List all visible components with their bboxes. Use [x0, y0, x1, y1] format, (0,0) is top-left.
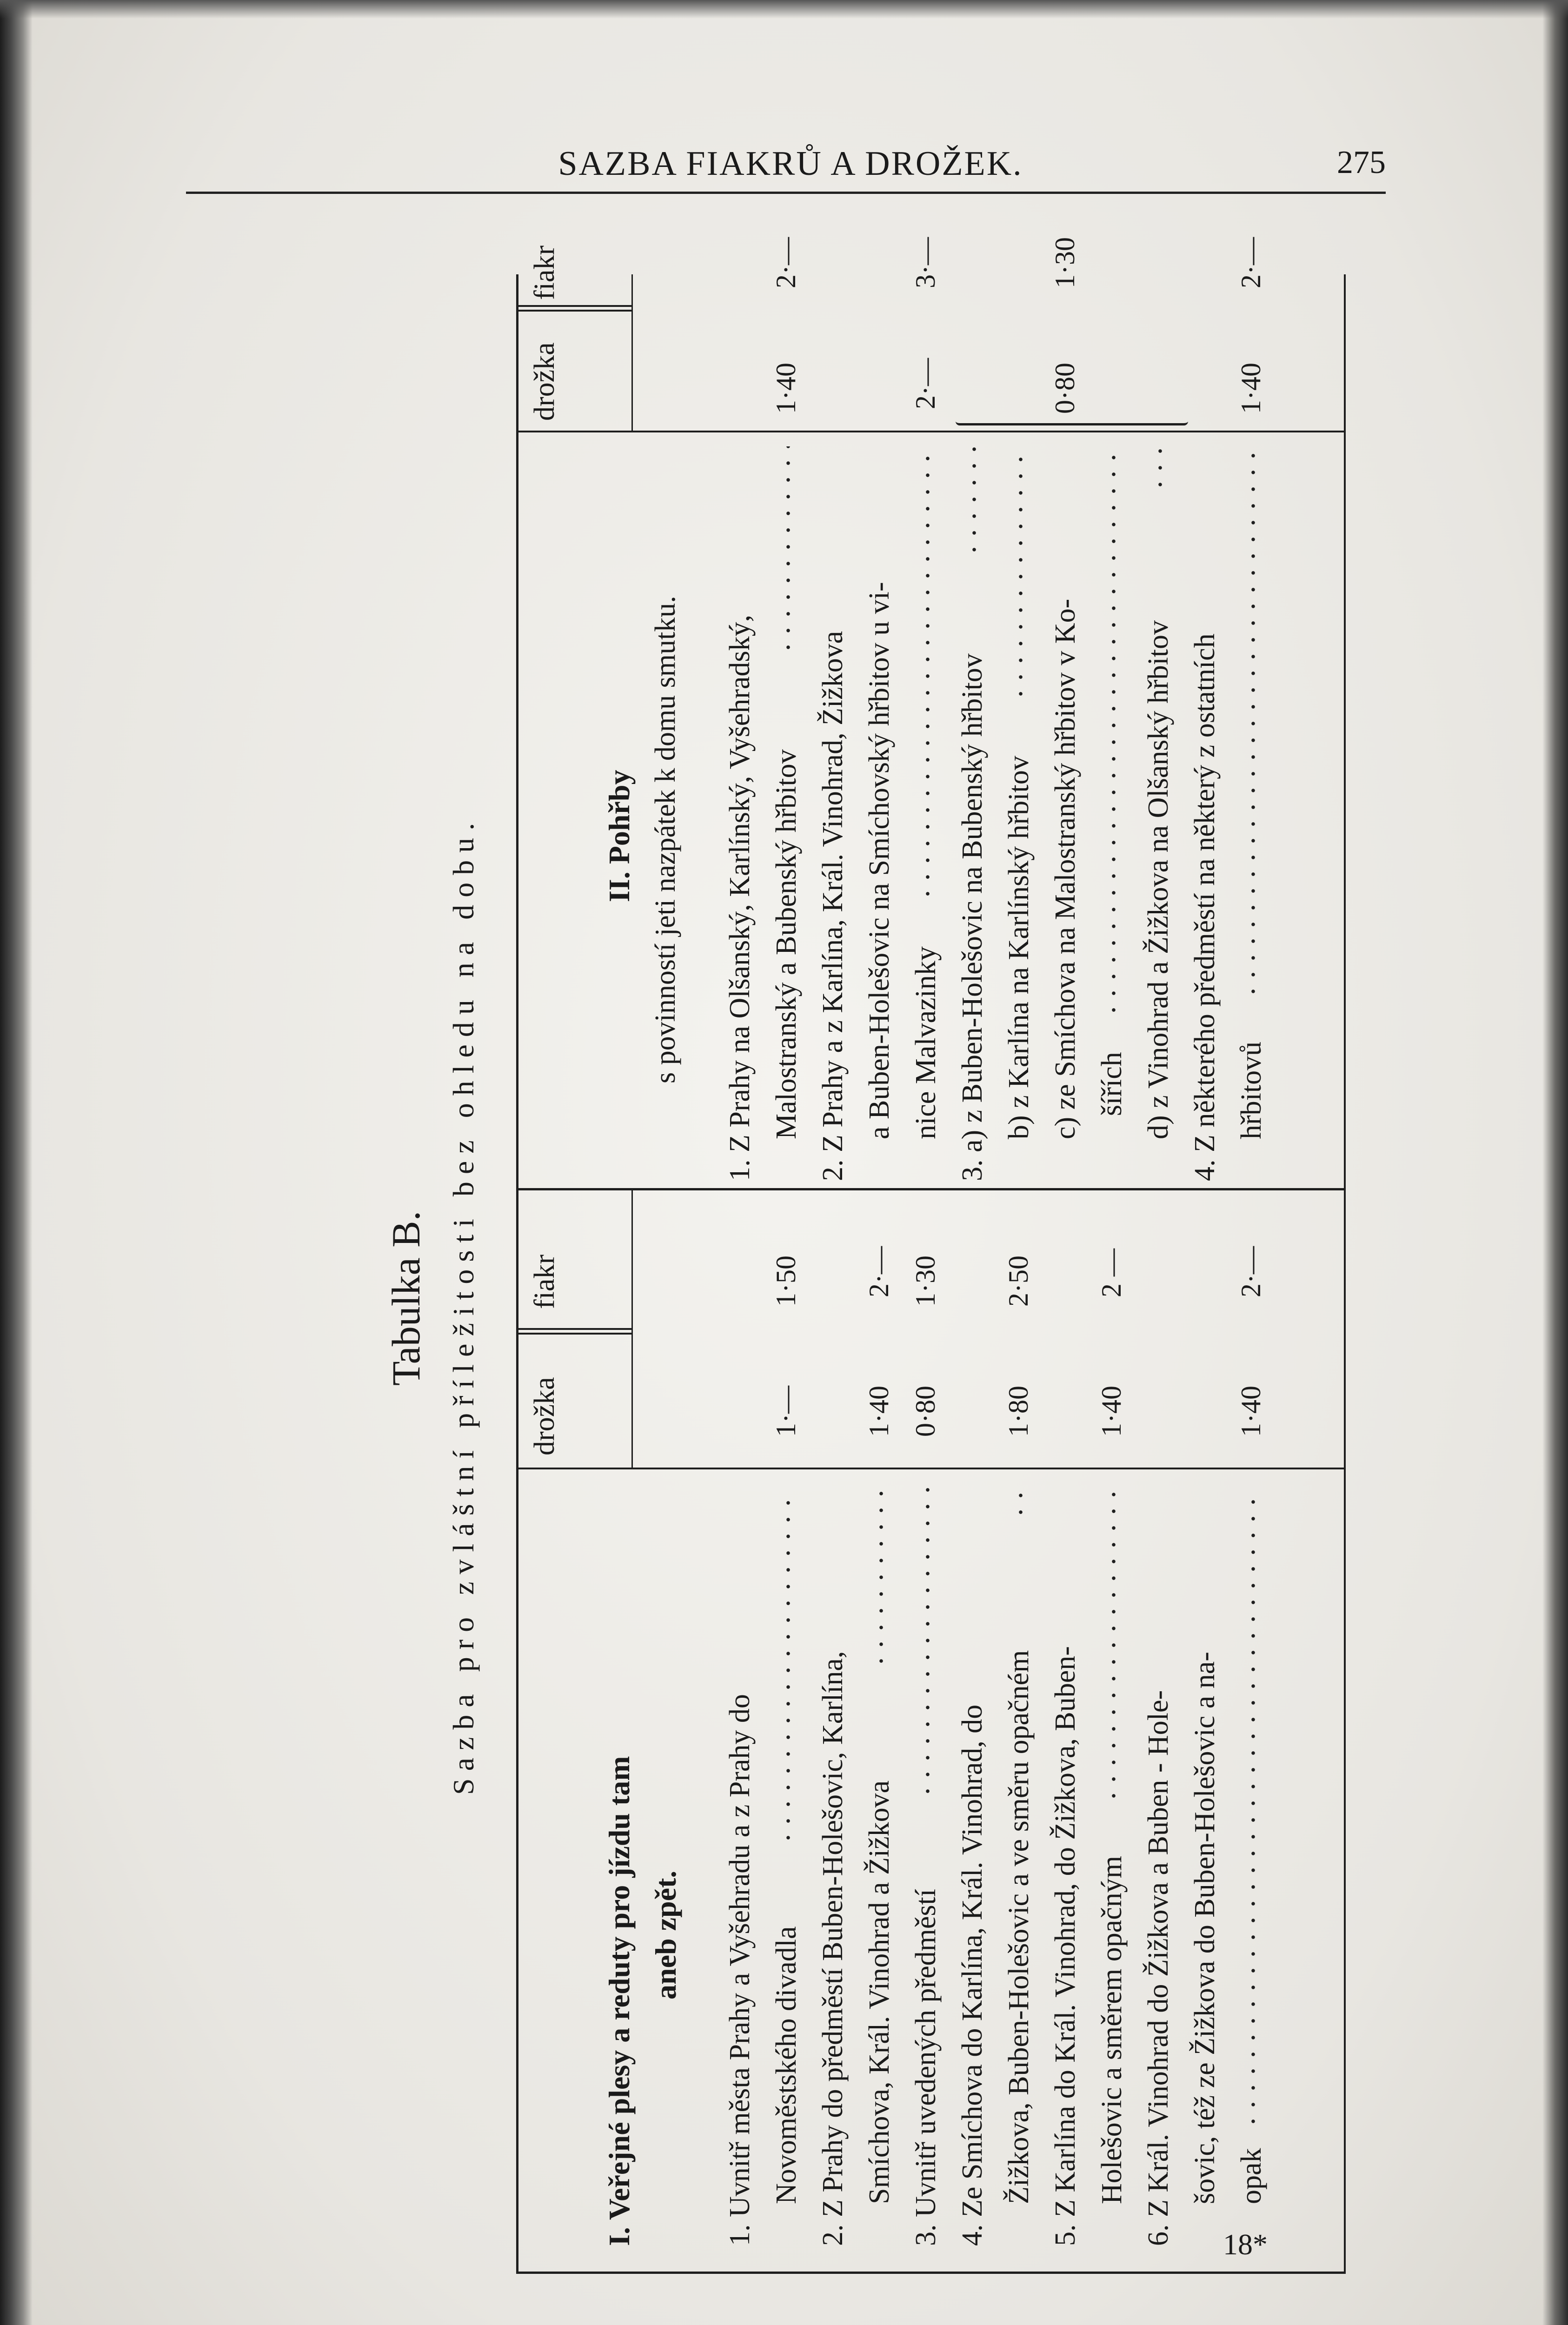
table-subtitle: Sazba pro zvláštní příležitosti bez ohledu na dobu. [447, 815, 480, 1795]
funeral-row-3d: d) z Vinohrad a Žižkova na Olšanský hřbitov [1143, 620, 1174, 1139]
right-col-header-fiakr: fiakr [529, 245, 560, 300]
leader-dots [1251, 446, 1256, 1000]
page-edge-shadow-right [1542, 0, 1568, 2325]
funeral-row-1-fiakr: 2·— [771, 237, 801, 288]
funeral-row-4-drozka: 1·40 [1236, 363, 1266, 414]
balls-row-6-line1: 6. Z Král. Vinohrad do Žižkova a Buben - Hole- [1143, 1690, 1174, 2246]
balls-row-2-line2: Smíchova, Král. Vinohrad a Žižkova [864, 1780, 895, 2204]
balls-row-4-fiakr: 2·50 [1003, 1256, 1034, 1307]
funeral-row-1-line2: Malostranský a Bubenský hřbitov [771, 749, 802, 1139]
leader-dots [786, 1488, 791, 1846]
group-3-fiakr: 1·30 [1050, 237, 1080, 288]
right-price-separator-b [516, 305, 632, 307]
balls-row-4-line1: 4. Ze Smíchova do Karlína, Král. Vinohrad, do [957, 1704, 988, 2246]
leader-dots [1018, 446, 1023, 702]
balls-row-2-line1: 2. Z Prahy do předměstí Buben-Holešovic, Karlína, [817, 1651, 849, 2246]
balls-row-3-fiakr: 1·30 [910, 1256, 941, 1307]
funeral-row-2-line3: nice Malvazinky [910, 946, 942, 1139]
balls-row-1-line1: 1. Uvnitř města Prahy a Vyšehradu a z Prahy do [724, 1694, 756, 2246]
left-price-separator-b [516, 1328, 632, 1330]
group-brace [956, 421, 1188, 425]
funeral-row-2-line2: a Buben-Holešovic na Smíchovský hřbitov u vi- [864, 582, 895, 1139]
balls-row-2-fiakr: 2·— [864, 1246, 894, 1297]
balls-row-1-line2: Novoměstského divadla [771, 1926, 802, 2204]
funeral-row-3c-line1: c) ze Smíchova na Malostranský hřbitov v Ko- [1050, 598, 1081, 1139]
right-price-separator [516, 310, 632, 312]
left-header-underline [631, 1190, 633, 1469]
right-col-header-drozka: drožka [529, 342, 560, 421]
leader-dots [925, 446, 930, 902]
middle-separator [516, 1188, 1344, 1190]
leader-dots [972, 446, 977, 558]
balls-row-3-line1: 3. Uvnitř uvedených předměstí [910, 1889, 942, 2246]
balls-row-4-line2: Žižkova, Buben-Holešovic a ve směru opačném [1003, 1650, 1035, 2204]
leader-dots [1111, 1488, 1116, 1804]
table-title: Tabulka B. [384, 1210, 428, 1386]
page-number: 275 [1337, 145, 1386, 180]
funeral-row-4-line2: hřbitovů [1236, 1041, 1267, 1139]
table-bottom-rule [1344, 274, 1346, 2274]
balls-row-6-fiakr: 2·— [1236, 1246, 1266, 1297]
left-price-separator [516, 1333, 632, 1335]
funeral-row-3a: 3. a) z Buben-Holešovic na Bubenský hřbitov [957, 653, 988, 1181]
leader-dots [1018, 1488, 1023, 1521]
balls-row-4-drozka: 1·80 [1003, 1386, 1034, 1437]
balls-row-2-drozka: 1·40 [864, 1386, 894, 1437]
running-header-title: SAZBA FIAKRŮ A DROŽEK. [558, 145, 1023, 183]
balls-row-5-fiakr: 2 — [1096, 1249, 1127, 1297]
balls-row-5-drozka: 1·40 [1096, 1386, 1127, 1437]
balls-row-1-drozka: 1·— [771, 1386, 801, 1437]
funeral-row-2-fiakr: 3·— [910, 237, 941, 288]
leader-dots [1158, 446, 1163, 493]
balls-row-1-fiakr: 1·50 [771, 1256, 801, 1307]
right-header-underline [631, 274, 633, 432]
table-top-rule [516, 274, 518, 2274]
funeral-row-4-line1: 4. Z některého předměstí na některý z ostatních [1189, 633, 1221, 1181]
funeral-row-3b: b) z Karlína na Karlínský hřbitov [1003, 756, 1035, 1139]
funeral-row-1-drozka: 1·40 [771, 363, 801, 414]
right-desc-separator [516, 431, 1344, 432]
section-balls-heading-cont: aneb zpět. [649, 1870, 682, 2000]
page-edge-shadow-top [0, 0, 1568, 19]
header-rule [186, 192, 1386, 194]
balls-row-5-line1: 5. Z Karlína do Král. Vinohrad, do Žižkova, Buben- [1050, 1646, 1081, 2246]
funeral-row-3c-line2: šířích [1096, 1052, 1128, 1116]
table-left-rule [516, 2272, 1344, 2274]
funeral-row-1-line1: 1. Z Prahy na Olšanský, Karlínský, Vyšehradský, [724, 614, 756, 1181]
section-balls-heading: I. Veřejné plesy a reduty pro jízdu tam [603, 1756, 636, 2246]
leader-dots [786, 446, 791, 656]
balls-row-5-line2: Holešovic a směrem opačným [1096, 1856, 1128, 2204]
page-edge-shadow-left [0, 0, 33, 2325]
balls-row-6-line3: opak [1236, 2148, 1267, 2204]
funeral-row-2-drozka: 2·— [910, 358, 941, 409]
leader-dots [1251, 1488, 1256, 2130]
funeral-row-4-fiakr: 2·— [1236, 237, 1266, 288]
section-funerals-heading: II. Pohřby [603, 770, 636, 902]
signature-mark: 18* [1223, 2228, 1268, 2261]
leader-dots [879, 1488, 884, 1669]
funeral-row-2-line1: 2. Z Prahy a z Karlína, Král. Vinohrad, Žižkova [817, 631, 849, 1181]
left-col-header-fiakr: fiakr [529, 1254, 560, 1309]
left-col-header-drozka: drožka [529, 1377, 560, 1455]
leader-dots [925, 1488, 930, 1800]
balls-row-6-line2: šovic, též ze Žižkova do Buben-Holešovic a na- [1189, 1652, 1221, 2204]
section-funerals-heading-cont: s povinností jeti nazpátek k domu smutku. [650, 596, 681, 1083]
balls-row-6-drozka: 1·40 [1236, 1386, 1266, 1437]
leader-dots [1111, 446, 1116, 1018]
balls-row-3-drozka: 0·80 [910, 1386, 941, 1437]
group-3-drozka: 0·80 [1050, 363, 1080, 414]
left-desc-separator [516, 1468, 1344, 1469]
rotated-table [326, 237, 1362, 2274]
